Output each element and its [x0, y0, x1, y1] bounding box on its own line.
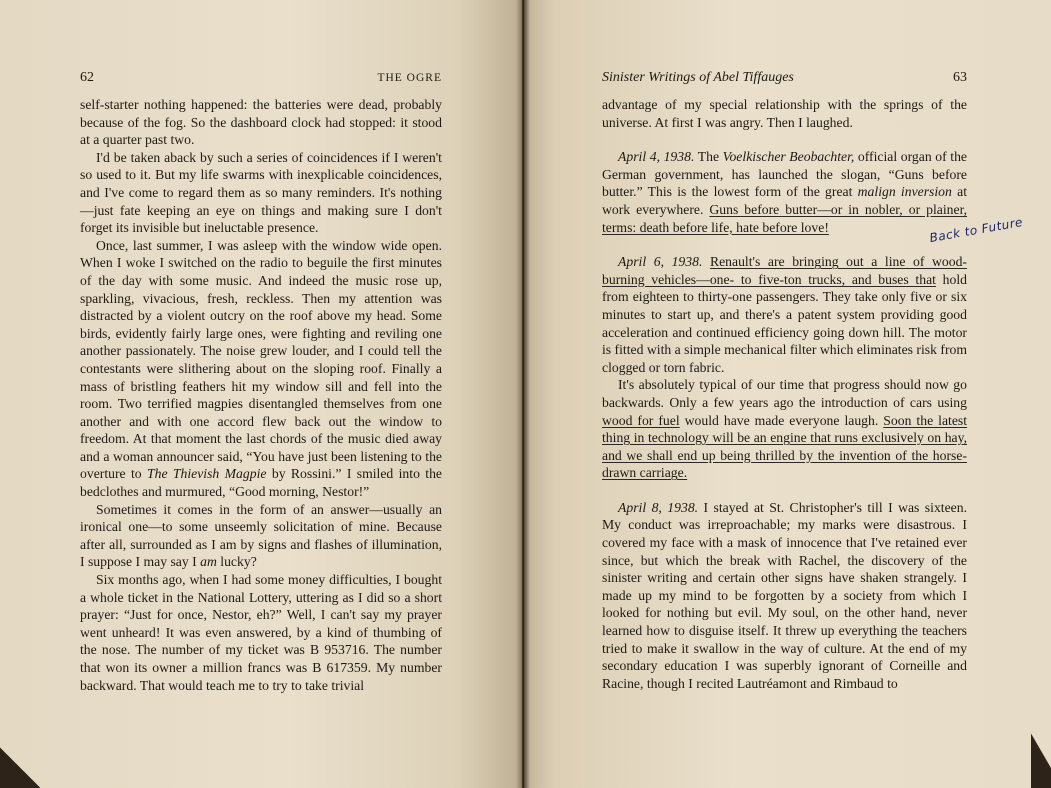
- paragraph: [80, 501, 442, 571]
- paragraph: [80, 237, 442, 501]
- text-run: would have made everyone laugh.: [684, 412, 879, 428]
- handwritten-underline: wood for fuel: [602, 412, 680, 428]
- text-run: official organ of the German government, has launched the slogan, “Guns before butter.” This is the lowest form of the great: [602, 149, 967, 200]
- text-run: Sometimes it comes in the form of an answer—usually an ironical one—to some unseemly solicitation of mine. Because after all, surrounded as I am by signs and flashes of illumination, I suppose I may say I: [80, 501, 442, 570]
- right-page-header: [602, 70, 967, 86]
- book-gutter: [516, 0, 530, 788]
- diary-entry-april-8: [602, 499, 967, 693]
- handwritten-underline: Soon the latest thing in technology will be an engine that runs exclusively on hay, and we shall end up being thrilled by the invention of the horse-drawn carriage.: [602, 412, 968, 481]
- text-run: I stayed at St. Christopher's till I was sixteen. My conduct was irreproachable; my marks were disastrous. I covered my face with a mask of innocence that I've retained ever since, but which the break with Rachel, the discovery of the sinister writing and certain other signs have shaken strangely. I made up my mind to be forgotten by a society from which I looked for nothing but evil. My soul, on the other hand, never learned how to disguise itself. It threw up everything the teachers tried to make it swallow in the way of culture. At the end of my secondary education I was superbly ignorant of Corneille and Racine, though I recited Lautréamont and Rimbaud to: [602, 499, 968, 691]
- text-run: lucky?: [220, 554, 257, 570]
- entry-date: April 6, 1938.: [618, 254, 703, 270]
- page-corner-shadow: [1031, 700, 1051, 788]
- diary-entry-april-4: [602, 148, 967, 236]
- text-run: hold from eighteen to thirty-one passengers. They take only five or six minutes to start up, and there's a patent system providing good acceleration and continued efficiency going down hill. The motor is fitted with a simple mechanical filter which eliminates risk from clogged or torn fabric.: [602, 271, 968, 375]
- diary-entry-april-6: [602, 253, 967, 376]
- right-page: [524, 0, 1051, 788]
- paragraph: [602, 376, 967, 482]
- left-page-header: [80, 70, 442, 86]
- paragraph: self-starter nothing happened: the batteries were dead, probably because of the fog. So the dashboard clock had stopped: it stood at a quarter past two.: [80, 97, 442, 148]
- text-run: The: [697, 149, 720, 165]
- entry-date: April 8, 1938.: [618, 499, 699, 515]
- handwritten-margin-note: Back to Future: [928, 214, 1024, 246]
- left-page-number: 62: [80, 70, 94, 85]
- text-run: It's absolutely typical of our time that progress should now go backwards. Only a few years ago the introduction of cars using: [602, 377, 967, 410]
- italic-phrase: malign inversion: [857, 184, 952, 200]
- left-page: [0, 0, 522, 788]
- paragraph: I'd be taken aback by such a series of coincidences if I weren't so used to it. But my life swarms with inexplicable coincidences, and I've come to regard them as so many reminders. It's nothing—just fate keeping an eye on things and making sure I don't forget its invisible but ineluctable presence.: [80, 149, 442, 236]
- right-running-head: Sinister Writings of Abel Tiffauges: [602, 70, 794, 85]
- text-run: by Rossini.” I smiled into the bedclothes and murmured, “Good morning, Nestor!”: [80, 466, 443, 500]
- entry-date: April 4, 1938.: [618, 149, 695, 165]
- paragraph: Six months ago, when I had some money difficulties, I bought a whole ticket in the National Lottery, uttering as I did so a short prayer: “Just for once, Nestor, eh?” Well, I can't say my prayer went unheard! It was even answered, by a kind of thumbing of the nose. The number of my ticket was B 953716. The number that won its owner a million francs was B 617359. My number backward. That would teach me to try to take trivial: [80, 572, 442, 693]
- right-page-body: [602, 96, 967, 692]
- text-run: at work everywhere.: [602, 184, 968, 217]
- page-corner-shadow: [0, 728, 40, 788]
- paragraph: advantage of my special relationship with the springs of the universe. At first I was angry. Then I laughed.: [602, 97, 967, 130]
- right-page-number: 63: [953, 70, 967, 85]
- handwritten-underline: Guns before butter—or in nobler, or plainer, terms: death before life, hate before love!: [602, 201, 967, 235]
- italic-title: The Thievish Magpie: [147, 466, 267, 482]
- left-page-body: [80, 96, 442, 694]
- newspaper-title: Voelkischer Beobachter,: [722, 149, 855, 165]
- text-run: Once, last summer, I was asleep with the window wide open. When I woke I switched on the radio to beguile the first minutes of the day with some music. And indeed the music rose up, sparkling, vivacious, fresh, reckless. Then my attention was distracted by a violent outcry on the roof above my head. Some birds, evidently fairly large ones, were fighting and reviling one another passionately. The noise grew louder, and I could tell the contestants were slithering about on the sloping roof. Finally a mass of bristling feathers hit my window sill and fell into the room. Two terrified magpies disentangled themselves from one another and with one accord flew back out the window to freedom. At that moment the last chords of the music died away and a woman announcer said, “You have just been listening to the overture to: [80, 237, 442, 482]
- handwritten-underline: Renault's are bringing out a line of wood-burning vehicles—one- to five-ton trucks, and buses that: [602, 254, 967, 287]
- italic-word: am: [200, 554, 217, 570]
- left-running-head: THE OGRE: [377, 72, 442, 84]
